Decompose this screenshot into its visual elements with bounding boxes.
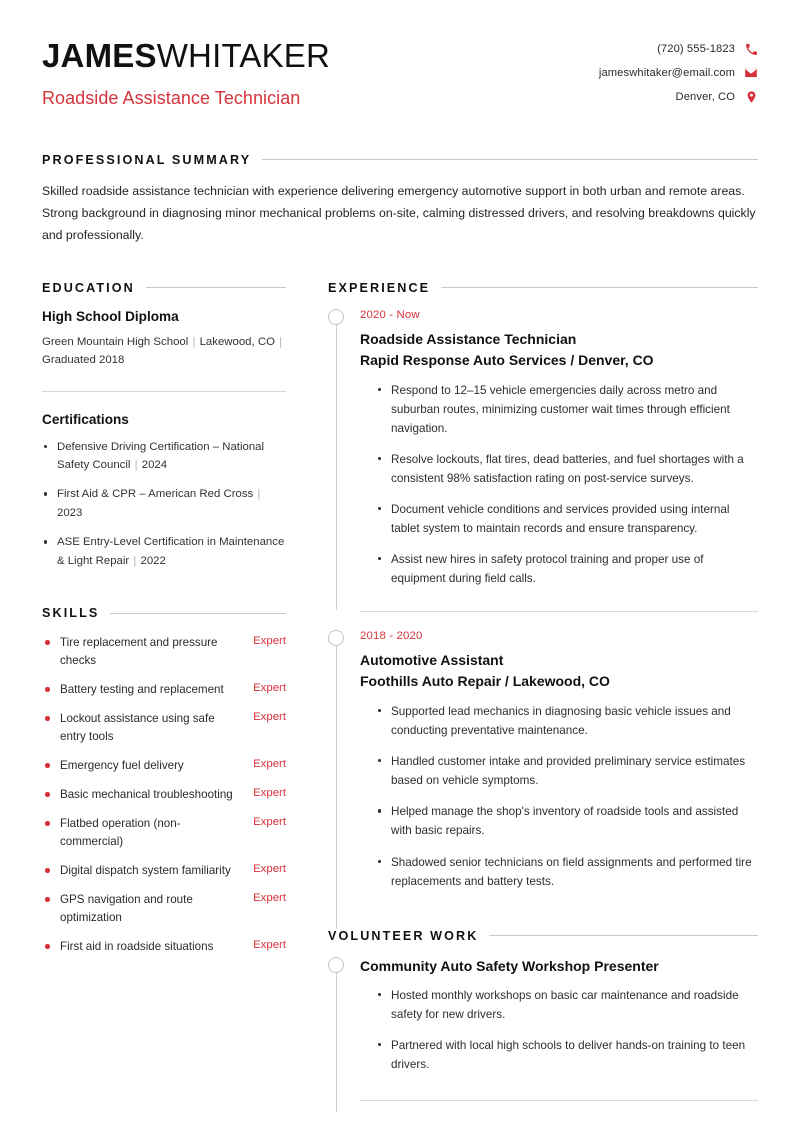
certification-name: First Aid & CPR – American Red Cross (57, 488, 254, 501)
section-header-skills (42, 606, 286, 620)
contact-email[interactable] (599, 66, 758, 80)
skill-name: Lockout assistance using safe entry tools (42, 710, 243, 746)
experience-org: Rapid Response Auto Services / Denver, CO (360, 351, 654, 368)
skill-item (42, 862, 286, 880)
timeline-marker-icon (328, 309, 344, 325)
skill-level: Expert (253, 635, 286, 648)
experience-bullets (360, 702, 758, 891)
meta-separator: | (133, 554, 137, 567)
experience-entry (328, 309, 758, 593)
education-entry (42, 309, 286, 370)
skill-item (42, 681, 286, 699)
timeline-marker-icon (328, 957, 344, 973)
contact-phone-value: (720) 555-1823 (657, 43, 735, 55)
list-item (42, 533, 286, 570)
certification-name: ASE Entry-Level Certification in Maintenance & Light Repair (57, 536, 285, 567)
skill-level: Expert (253, 682, 286, 695)
contact-email-value: jameswhitaker@email.com (598, 67, 735, 79)
list-item: Handled customer intake and provided preliminary service estimates based on vehicle symptoms. (378, 752, 758, 790)
education-school: Green Mountain High School (42, 335, 189, 348)
list-item: Document vehicle conditions and services provided using internal tablet system to maintain records and ensure transparency. (378, 500, 758, 538)
skills-section (42, 606, 286, 956)
skill-name: Basic mechanical troubleshooting (42, 786, 243, 804)
list-item: Helped manage the shop's inventory of roadside tools and assisted with basic repairs. (378, 802, 758, 840)
section-title: PROFESSIONAL SUMMARY (42, 152, 252, 167)
meta-separator: | (134, 458, 138, 471)
list-item: Assist new hires in safety protocol training and proper use of equipment during field calls. (378, 550, 758, 588)
timeline-line (336, 964, 337, 1112)
skill-name: Battery testing and replacement (42, 681, 243, 699)
section-header-volunteer-work (328, 929, 758, 943)
timeline-marker-icon (328, 630, 344, 646)
section-rule (262, 159, 758, 160)
skill-item (42, 710, 286, 746)
experience-timeline (328, 309, 758, 895)
education-graduation: Graduated 2018 (42, 354, 125, 367)
meta-separator: | (257, 488, 261, 501)
skill-name: Digital dispatch system familiarity (42, 862, 243, 880)
skill-name: Tire replacement and pressure checks (42, 634, 243, 670)
skill-item (42, 757, 286, 775)
skill-item (42, 634, 286, 670)
volunteer-section (328, 929, 758, 1101)
skill-name: GPS navigation and route optimization (42, 891, 243, 927)
section-rule (441, 287, 758, 288)
section-title: SKILLS (42, 606, 100, 621)
skill-name: Emergency fuel delivery (42, 757, 243, 775)
volunteer-bullets (360, 986, 758, 1074)
volunteer-entry (328, 957, 758, 1078)
first-name: JAMES (42, 37, 157, 74)
location-pin-icon (744, 90, 758, 104)
section-header-experience (328, 281, 758, 295)
meta-separator: | (192, 335, 196, 348)
education-degree: High School Diploma (42, 308, 179, 324)
section-title: VOLUNTEER WORK (328, 928, 479, 943)
experience-org: Foothills Auto Repair / Lakewood, CO (360, 673, 610, 690)
right-column (328, 281, 758, 1101)
list-item: Supported lead mechanics in diagnosing basic vehicle issues and conducting preventative maintenance. (378, 702, 758, 740)
email-icon (744, 66, 758, 80)
resume-header (42, 34, 758, 109)
skill-level: Expert (253, 711, 286, 724)
professional-summary-text: Skilled roadside assistance technician with experience delivering emergency automotive support in both urban and remote areas. Strong background in diagnosing minor mechanical problems on-site, calming distressed drivers, and resolving breakdowns quickly and professionally. (42, 183, 756, 242)
timeline-line (336, 316, 337, 611)
skill-level: Expert (253, 892, 286, 905)
experience-role: Roadside Assistance Technician (360, 330, 577, 347)
section-header-professional-summary (42, 153, 758, 167)
list-item: Partnered with local high schools to deliver hands-on training to teen drivers. (378, 1036, 758, 1074)
contact-phone[interactable] (657, 42, 758, 56)
education-divider (42, 391, 286, 392)
certification-year: 2024 (141, 458, 168, 471)
volunteer-title: Community Auto Safety Workshop Presenter (360, 957, 659, 974)
skill-level: Expert (253, 758, 286, 771)
experience-role: Automotive Assistant (360, 652, 504, 669)
experience-date: 2018 - 2020 (360, 630, 423, 643)
education-location: Lakewood, CO (199, 335, 275, 348)
section-title: EXPERIENCE (328, 280, 431, 295)
list-item (42, 485, 286, 522)
experience-entry (328, 630, 758, 895)
certification-name: Defensive Driving Certification – National Safety Council (57, 440, 265, 471)
list-item: Resolve lockouts, flat tires, dead batteries, and fuel shortages with a consistent 98% satisfaction rating on post-service surveys. (378, 450, 758, 488)
list-item: Hosted monthly workshops on basic car maintenance and roadside safety for new drivers. (378, 986, 758, 1024)
certification-year: 2023 (57, 506, 83, 519)
skill-level: Expert (253, 816, 286, 829)
resume-body (42, 281, 758, 1101)
section-rule (146, 287, 286, 288)
timeline-line (336, 637, 337, 929)
page-title (42, 38, 330, 75)
section-title: EDUCATION (42, 280, 135, 295)
skill-name: Flatbed operation (non-commercial) (42, 815, 243, 851)
list-item (42, 438, 286, 475)
meta-separator: | (279, 335, 283, 348)
left-column (42, 281, 286, 956)
certification-year: 2022 (140, 554, 166, 567)
certifications-heading: Certifications (42, 411, 129, 427)
name-block (42, 34, 330, 109)
phone-icon (744, 42, 758, 56)
contact-location[interactable] (676, 90, 758, 104)
skill-item (42, 815, 286, 851)
section-rule (110, 613, 286, 614)
skill-item (42, 786, 286, 804)
skill-level: Expert (253, 938, 286, 951)
skill-item (42, 891, 286, 927)
education-meta (42, 333, 286, 370)
contact-list (599, 34, 758, 104)
section-rule (489, 935, 758, 936)
section-header-education (42, 281, 286, 295)
last-name: WHITAKER (156, 37, 331, 74)
job-title: Roadside Assistance Technician (42, 87, 301, 108)
experience-divider (360, 611, 758, 612)
list-item: Shadowed senior technicians on field assignments and performed tire replacements and battery tests. (378, 853, 758, 891)
volunteer-closing-divider (360, 1100, 758, 1101)
skill-name: First aid in roadside situations (42, 938, 243, 956)
experience-date: 2020 - Now (360, 308, 420, 321)
skill-level: Expert (253, 863, 286, 876)
list-item: Respond to 12–15 vehicle emergencies daily across metro and suburban routes, minimizing customer wait times through efficient navigation. (378, 381, 758, 438)
skill-level: Expert (253, 787, 286, 800)
skill-item (42, 938, 286, 956)
contact-location-value: Denver, CO (675, 91, 735, 103)
experience-bullets (360, 381, 758, 589)
certifications-list (42, 438, 286, 571)
